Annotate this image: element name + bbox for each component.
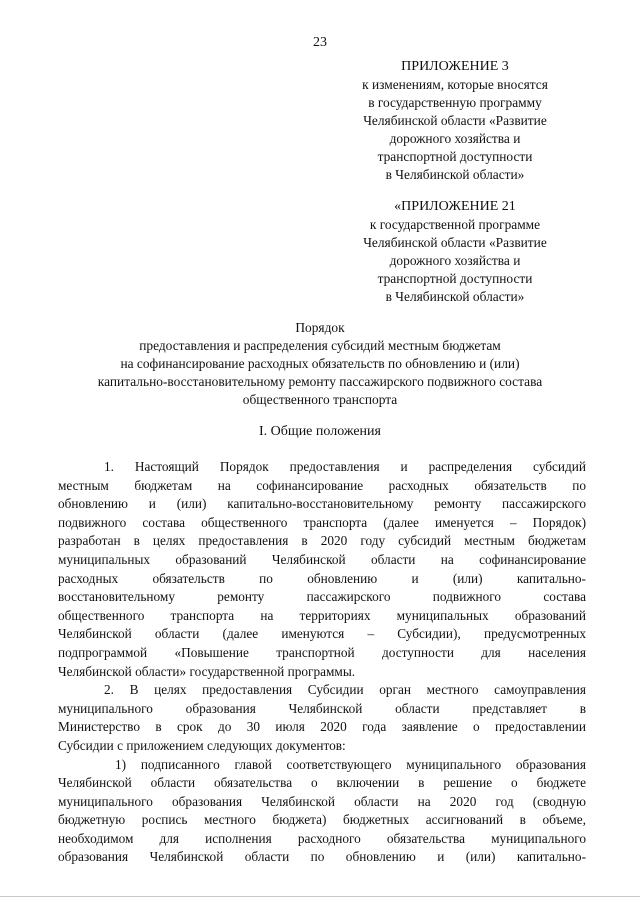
annex-3-line: в Челябинской области» bbox=[385, 167, 525, 182]
annex-21-block bbox=[330, 198, 580, 306]
body-line: Челябинской области обязательства о включении в решение о бюджете bbox=[58, 775, 586, 791]
title-line: Порядок bbox=[295, 320, 345, 335]
body-line: необходимом для исполнения расходного обязательства муниципального bbox=[58, 830, 586, 846]
annex-3-block bbox=[330, 58, 580, 184]
body-line: подвижного состава общественного транспорта (далее именуется – Порядок) bbox=[58, 514, 586, 530]
body-line: 1. Настоящий Порядок предоставления и распределения субсидий bbox=[104, 459, 586, 474]
body-line: восстановительному ремонту пассажирского подвижного состава bbox=[58, 589, 586, 605]
body-line: подпрограммой «Повышение транспортной доступности для населения bbox=[58, 644, 586, 660]
annex-21-line: в Челябинской области» bbox=[385, 289, 525, 304]
body-line: общественного транспорта на территориях муниципальных образований bbox=[58, 607, 586, 623]
annex-3-line: дорожного хозяйства и bbox=[389, 131, 521, 146]
body-line: Челябинской области (далее именуются – Субсидии), предусмотренных bbox=[58, 626, 586, 642]
document-body bbox=[58, 458, 586, 867]
body-line: муниципального образования Челябинской области представляет в bbox=[58, 700, 586, 716]
body-line: обновлению и (или) капитально-восстановительному ремонту пассажирского bbox=[58, 496, 586, 512]
annex-21-heading: «ПРИЛОЖЕНИЕ 21 bbox=[394, 199, 516, 214]
body-line: бюджетную роспись местного бюджета) бюджетных ассигнований в объеме, bbox=[58, 812, 586, 828]
annex-3-heading: ПРИЛОЖЕНИЕ 3 bbox=[401, 59, 509, 74]
title-line: общественного транспорта bbox=[242, 392, 398, 407]
page-number: 23 bbox=[313, 35, 327, 50]
annex-21-line: транспортной доступности bbox=[377, 271, 533, 286]
annex-21-line: к государственной программе bbox=[369, 217, 541, 232]
section-heading: I. Общие положения bbox=[259, 424, 381, 439]
annex-21-line: Челябинской области «Развитие bbox=[363, 235, 547, 250]
annex-3-line: к изменениям, которые вносятся bbox=[362, 77, 548, 92]
annex-3-line: транспортной доступности bbox=[377, 149, 533, 164]
annex-21-line: дорожного хозяйства и bbox=[389, 253, 521, 268]
body-line: 1) подписанного главой соответствующего муниципального образования bbox=[115, 756, 586, 772]
body-line: Челябинской области» государственной программы. bbox=[58, 663, 356, 679]
body-line: муниципального образования Челябинской области на 2020 год (сводную bbox=[58, 793, 586, 809]
body-line: муниципальных образований Челябинской области на софинансирование bbox=[58, 551, 586, 567]
body-line: разработан в целях предоставления в 2020 году субсидий местным бюджетам bbox=[58, 533, 586, 549]
title-line: капитально-восстановительному ремонту пассажирского подвижного состава bbox=[97, 374, 543, 389]
annex-3-line: в государственную программу bbox=[368, 95, 542, 110]
body-line: Министерство в срок до 30 июля 2020 года заявление о предоставлении bbox=[58, 719, 586, 735]
body-line: образования Челябинской области по обновлению и (или) капитально- bbox=[58, 849, 586, 865]
scan-edge-divider bbox=[0, 896, 640, 897]
body-line: местным бюджетам на софинансирование расходных обязательств по bbox=[58, 477, 586, 493]
body-line: Субсидии с приложением следующих документов: bbox=[58, 737, 346, 753]
title-line: на софинансирование расходных обязательств по обновлению и (или) bbox=[120, 356, 520, 371]
annex-3-line: Челябинской области «Развитие bbox=[363, 113, 547, 128]
body-line: расходных обязательств по обновлению и (или) капитально- bbox=[58, 570, 586, 586]
title-line: предоставления и распределения субсидий местным бюджетам bbox=[139, 338, 501, 353]
body-line: 2. В целях предоставления Субсидии орган местного самоуправления bbox=[104, 682, 586, 698]
document-title bbox=[0, 319, 640, 409]
